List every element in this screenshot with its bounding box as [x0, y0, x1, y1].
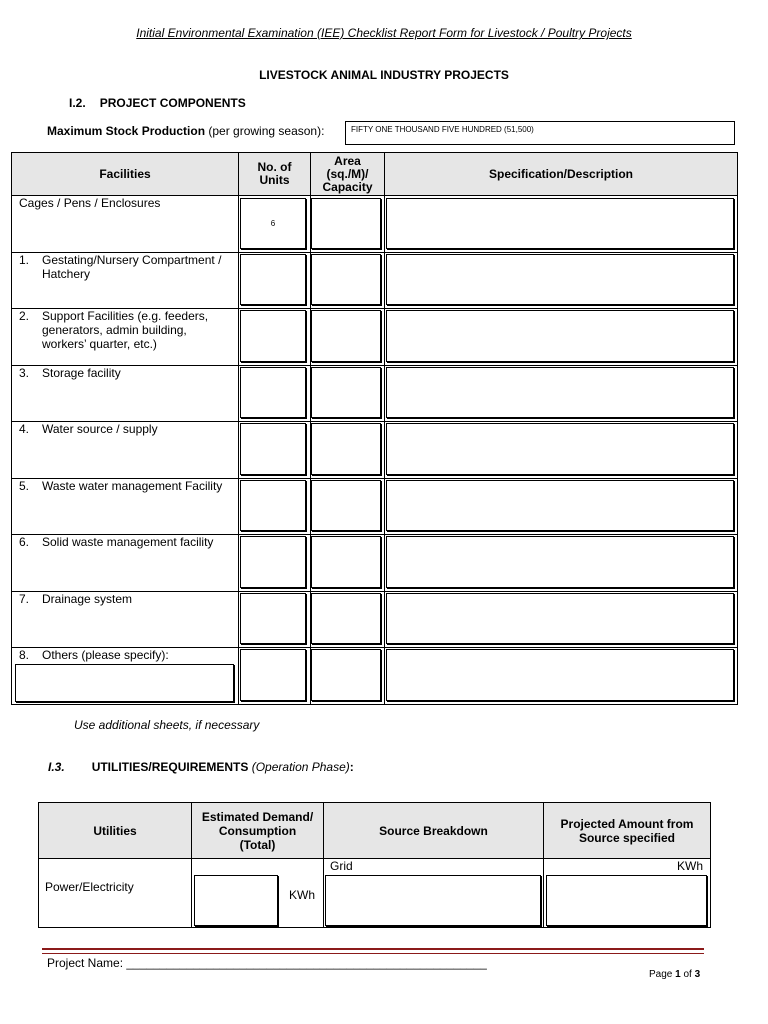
col-header-specification: Specification/Description	[385, 153, 737, 196]
units-input[interactable]	[240, 254, 306, 305]
power-demand-input[interactable]	[194, 875, 278, 926]
specification-input[interactable]	[386, 593, 734, 644]
row-number: 4.	[19, 422, 30, 436]
subsection-label: PROJECT COMPONENTS	[99, 96, 246, 110]
source-breakdown-input[interactable]	[325, 875, 541, 926]
projected-amount-input[interactable]	[546, 875, 707, 926]
source-grid-label: Grid	[330, 859, 353, 873]
facility-label: Others (please specify):	[42, 648, 169, 662]
col-divider	[238, 153, 239, 704]
project-name-label: Project Name:	[47, 956, 124, 970]
facilities-table	[11, 152, 738, 705]
area-input[interactable]	[311, 480, 381, 531]
projected-unit: KWh	[677, 859, 704, 873]
utilities-section-title	[48, 760, 354, 774]
facility-row-others	[19, 648, 234, 662]
col-header-demand: Estimated Demand/ Consumption (Total)	[192, 803, 323, 859]
area-input[interactable]	[311, 593, 381, 644]
units-input[interactable]	[240, 423, 306, 475]
row-number: 7.	[19, 592, 30, 606]
col-divider	[543, 803, 544, 927]
facility-row-cages	[19, 196, 234, 210]
area-input[interactable]	[311, 198, 381, 249]
additional-sheets-note: Use additional sheets, if necessary	[74, 718, 260, 732]
facility-row-gestating	[19, 253, 234, 281]
facility-label: Water source / supply	[42, 422, 158, 436]
row-number: 3.	[19, 366, 30, 380]
specification-input[interactable]	[386, 367, 734, 418]
col-header-facilities: Facilities	[12, 153, 238, 196]
facility-row-water	[19, 422, 234, 436]
power-demand-unit: KWh	[289, 888, 316, 902]
col-divider	[384, 153, 385, 704]
page-current: 1	[675, 969, 681, 980]
units-input[interactable]	[240, 480, 306, 531]
utility-power-label: Power/Electricity	[45, 880, 134, 894]
units-input[interactable]	[240, 536, 306, 588]
utilities-colon: :	[349, 760, 354, 774]
area-input[interactable]	[311, 423, 381, 475]
specification-input[interactable]	[386, 536, 734, 588]
units-input[interactable]	[240, 649, 306, 701]
col-header-utilities: Utilities	[39, 803, 191, 859]
specification-input[interactable]	[386, 480, 734, 531]
stock-production-field[interactable]: FIFTY ONE THOUSAND FIVE HUNDRED (51,500)	[345, 121, 735, 145]
subsection-number: I.2.	[69, 96, 86, 110]
row-number: 1.	[19, 253, 30, 267]
facility-row-wastewater	[19, 479, 234, 493]
specification-input[interactable]	[386, 310, 734, 362]
specification-input[interactable]	[386, 423, 734, 475]
footer-rule	[42, 948, 704, 950]
facility-label: Solid waste management facility	[42, 535, 214, 549]
page-of: of	[683, 969, 692, 980]
col-divider	[323, 803, 324, 927]
utilities-title: UTILITIES/REQUIREMENTS	[91, 760, 249, 774]
facility-label: Cages / Pens / Enclosures	[19, 196, 161, 210]
section-title: LIVESTOCK ANIMAL INDUSTRY PROJECTS	[259, 68, 509, 82]
row-number: 8.	[19, 648, 30, 662]
project-name-line: ______________________________________________________	[126, 956, 487, 970]
area-input[interactable]	[311, 649, 381, 701]
facility-label: Drainage system	[42, 592, 133, 606]
utilities-table	[38, 802, 711, 928]
facility-label: Waste water management Facility	[42, 479, 223, 493]
utilities-subtitle: (Operation Phase)	[251, 760, 350, 774]
row-number: 6.	[19, 535, 30, 549]
facility-row-support	[19, 309, 234, 351]
facility-row-storage	[19, 366, 234, 380]
others-specify-input[interactable]	[15, 664, 234, 702]
units-input[interactable]: 6	[240, 198, 306, 249]
area-input[interactable]	[311, 367, 381, 418]
facility-row-drainage	[19, 592, 234, 606]
specification-input[interactable]	[386, 198, 734, 249]
specification-input[interactable]	[386, 254, 734, 305]
subsection-title	[69, 96, 260, 110]
page-number	[649, 969, 700, 980]
page-total: 3	[694, 969, 701, 980]
col-header-units: No. of Units	[239, 153, 310, 196]
project-name-field[interactable]	[47, 956, 487, 970]
col-header-area: Area (sq./M)/ Capacity	[311, 153, 384, 196]
units-input[interactable]	[240, 367, 306, 418]
col-header-projected: Projected Amount from Source specified	[544, 803, 710, 859]
units-input[interactable]	[240, 593, 306, 644]
specification-input[interactable]	[386, 649, 734, 701]
units-input[interactable]	[240, 310, 306, 362]
row-number: 5.	[19, 479, 30, 493]
facility-label: Storage facility	[42, 366, 121, 380]
facility-label: Support Facilities (e.g. feeders, generators, admin building, workers’ quarter, etc.)	[42, 309, 209, 351]
facility-row-solidwaste	[19, 535, 234, 549]
area-input[interactable]	[311, 254, 381, 305]
col-header-source: Source Breakdown	[324, 803, 543, 859]
col-divider	[191, 803, 192, 927]
utilities-number: I.3.	[48, 760, 65, 774]
area-input[interactable]	[311, 310, 381, 362]
facility-label: Gestating/Nursery Compartment / Hatchery	[42, 253, 222, 281]
row-number: 2.	[19, 309, 30, 323]
footer-rule	[42, 953, 704, 954]
document-title: Initial Environmental Examination (IEE) Checklist Report Form for Livestock / Poultry Projects	[136, 26, 632, 40]
page-label: Page	[649, 969, 673, 980]
stock-production-label	[47, 124, 324, 138]
stock-label-bold: Maximum Stock Production	[47, 124, 206, 138]
area-input[interactable]	[311, 536, 381, 588]
stock-label-rest: (per growing season):	[205, 124, 325, 138]
